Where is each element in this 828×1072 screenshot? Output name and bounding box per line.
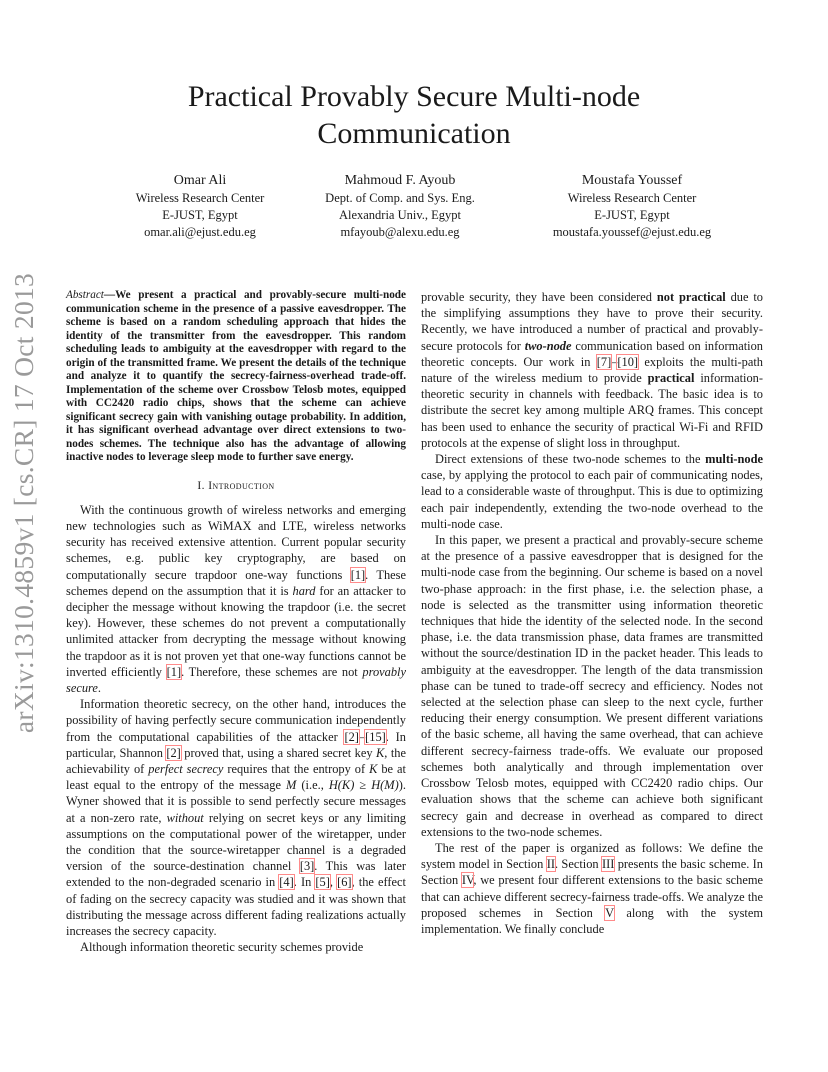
author-3 xyxy=(522,172,742,241)
text-run: information-theoretic security in channels with feedback. The basic idea is to distribute the secret key among multiple ARQ frames. This concept has been used to enhance the security of practical Wi-Fi and RFID protocols at the expense of slight loss in throughput. xyxy=(421,371,763,450)
intro-paragraph-1 xyxy=(66,502,406,696)
text-run: . xyxy=(97,680,101,695)
text-run: exploits the multi-path nature of the wireless medium to provide xyxy=(421,354,763,386)
citation-link[interactable]: [2] xyxy=(344,729,359,744)
text-run: . Section xyxy=(554,857,602,872)
left-column xyxy=(66,289,406,955)
author-1 xyxy=(100,172,300,241)
section-link[interactable]: V xyxy=(605,905,614,920)
author-name: Mahmoud F. Ayoub xyxy=(344,173,456,188)
section-heading xyxy=(66,478,406,494)
citation-link[interactable]: [2] xyxy=(166,745,181,760)
math-inequality: H(K) ≥ H(M) xyxy=(328,778,399,793)
text-run: With the continuous growth of wireless networks and emerging new technologies such as WiMAX and LTE, wireless networks security has received extensive attention. Current popular security schemes, e.g. public key cryptography, are based on computationally secure trapdoor one-way functions xyxy=(66,502,406,582)
citation-link[interactable]: [4] xyxy=(279,875,294,890)
text-run: . In particular, Shannon xyxy=(66,729,406,760)
citation-link[interactable]: [6] xyxy=(337,875,352,890)
text-run: , xyxy=(329,875,338,890)
author-email: omar.ali@ejust.edu.eg xyxy=(144,225,256,239)
author-email: moustafa.youssef@ejust.edu.eg xyxy=(552,225,712,239)
text-run: case, by applying the protocol to each pair of communicating nodes, lead to a considerable waste of throughput. This is due to optimizing each pair independently, extending the two-node overhead to the multi-node case. xyxy=(421,468,763,531)
text-run: Direct extensions of these two-node schemes to the xyxy=(435,452,706,467)
text-run: Information theoretic secrecy, on the other hand, introduces the possibility of having perfectly secure communication independently from the computational capabilities of the attacker xyxy=(66,697,406,744)
right-column xyxy=(421,289,763,937)
bold-emphasis: multi-node xyxy=(705,452,763,467)
text-run: , the effect of fading on the secrecy capacity was studied and it was shown that distributing the message across different fading realizations actually increases the secrecy capacity. xyxy=(66,875,406,938)
arxiv-sidebar-stamp xyxy=(2,268,46,738)
math-symbol: K xyxy=(369,761,378,776)
bold-italic-emphasis: two-node xyxy=(524,338,572,353)
author-name: Moustafa Youssef xyxy=(581,173,683,188)
text-run: . This was later extended to the non-degraded scenario in xyxy=(66,859,406,890)
paper-title xyxy=(0,78,828,152)
text-run: provable security, they have been considered xyxy=(421,290,657,304)
section-link[interactable]: II xyxy=(546,857,555,872)
text-run: presents the basic scheme. In Section xyxy=(421,857,763,888)
math-symbol: K xyxy=(376,745,385,760)
abstract xyxy=(66,289,406,465)
text-run: – xyxy=(358,729,366,744)
author-affiliation: Wireless Research Center xyxy=(567,191,697,205)
citation-link[interactable]: [3] xyxy=(299,859,315,874)
intro-paragraph-2 xyxy=(66,696,406,939)
citation-link[interactable]: [5] xyxy=(315,875,330,890)
citation-link[interactable]: [1] xyxy=(166,664,182,679)
text-run: communication based on information theoretic concepts. Our work in xyxy=(421,338,763,369)
text-run: requires that the entropy of xyxy=(223,761,370,776)
author-affiliation: Dept. of Comp. and Sys. Eng. xyxy=(325,191,475,205)
intro-paragraph-6 xyxy=(421,840,763,937)
bold-emphasis: practical xyxy=(647,371,695,386)
emphasis: without xyxy=(166,810,204,825)
author-affiliation: Wireless Research Center xyxy=(135,191,265,205)
author-email: mfayoub@alexu.edu.eg xyxy=(340,225,460,239)
section-number: I. xyxy=(197,479,205,492)
intro-paragraph-3: Although information theoretic security schemes provide xyxy=(80,940,364,955)
text-run: – xyxy=(611,354,618,369)
text-run: be at least equal to the entropy of the message xyxy=(66,761,406,793)
citation-link[interactable]: [15] xyxy=(365,729,386,744)
author-block xyxy=(0,172,828,242)
text-run: due to the simplifying assumptions they have to prove their security. Recently, we have introduced a number of practical and provably-secure protocols for xyxy=(421,290,763,353)
author-2 xyxy=(300,172,500,241)
intro-paragraph-5: In this paper, we present a practical and provably-secure scheme at the presence of a passive eavesdropper that is designed for the multi-node case from the beginning. Our scheme is based on a novel two-phase approach: in the first phase, i.e. the selection phase, a node is selected as the transmitter using information theoretic techniques that hide the identity of the selected node. In the second phase, i.e. the data transmission phase, data frames are transmitted without the source/destination ID in the packet header. This leads to ambiguity at the eavesdropper. The length of the data transmission phase can be tuned to trade-off secrecy and efficiency. Nodes not selected at the selection phase can sleep to the next cycle, further reducing their energy consumption. We present different variations of the basic scheme, all having the same overhead, that can achieve different secrecy-fairness trade-offs. We evaluate our proposed schemes both analytically and through implementation over Crossbow Telosb motes, equipped with CC2420 radio chips. Our evaluation shows that the scheme can achieve both significant secrecy gain and decrease in overhead as compared to direct extensions to the two-node schemes. xyxy=(421,533,763,839)
abstract-label: Abstract xyxy=(66,289,104,301)
text-run: along with the system implementation. We finally conclude xyxy=(421,905,763,936)
author-location: Alexandria Univ., Egypt xyxy=(338,208,462,222)
emphasis: hard xyxy=(292,583,316,598)
emphasis: perfect secrecy xyxy=(148,761,224,776)
text-run: The rest of the paper is organized as follows: We define the system model in Section xyxy=(421,840,763,872)
author-location: E-JUST, Egypt xyxy=(162,208,238,222)
text-run: for an attacker to decipher the message without knowing the trapdoor (i.e. the secret key). However, these schemes do not prevent a computationally unlimited attacker from decrypting the message without knowing the trapdoor as it is not proven yet that one-way functions cannot be inverted efficiently xyxy=(66,583,406,679)
title-line-1: Practical Provably Secure Multi-node xyxy=(187,80,641,113)
text-run: relying on secret keys or any limiting assumptions on the computational power of the wiretapper, under the condition that the source-wiretapper channel is a degraded version of the source-destination channel xyxy=(66,810,407,874)
section-link[interactable]: IV xyxy=(461,873,474,888)
intro-paragraph-3-continued xyxy=(421,289,763,451)
title-line-2: Communication xyxy=(317,117,511,150)
abstract-text: —We present a practical and provably-secure multi-node communication scheme in the presence of a passive eavesdropper. The scheme is based on a random scheduling approach that hides the identity of the transmitter from the eavesdropper. This random scheduling leads to ambiguity at the eavesdropper with regard to the origin of the transmitted frame. We present the details of the technique and analyze it to quantify the secrecy-fairness-overhead trade-off. Implementation of the scheme over Crossbow Telosb motes, equipped with CC2420 radio chips, shows that the scheme can achieve significant secrecy gain with vanishing outage probability. In addition, it has significant overhead advantage over direct extensions to two-nodes schemes. The technique also has the advantage of allowing inactive nodes to leverage sleep mode to further save energy. xyxy=(66,289,406,463)
section-title: Introduction xyxy=(208,479,275,492)
citation-link[interactable]: [1] xyxy=(350,567,366,582)
text-run: ). Wyner showed that it is possible to send perfectly secure messages at a non-zero rate, xyxy=(66,778,406,825)
text-run: . These schemes depend on the assumption that it is xyxy=(66,567,406,598)
emphasis: provably secure xyxy=(66,664,406,695)
text-run: proved that, using a shared secret key xyxy=(180,745,377,760)
arxiv-identifier: arXiv:1310.4859v1 [cs.CR] 17 Oct 2013 xyxy=(8,272,39,734)
citation-link[interactable]: [7] xyxy=(596,354,612,369)
text-run: , the achievability of xyxy=(66,745,406,776)
intro-paragraph-4 xyxy=(421,451,763,532)
citation-link[interactable]: [10] xyxy=(617,354,639,369)
bold-emphasis: not practical xyxy=(656,290,726,304)
math-symbol: M xyxy=(286,778,297,793)
text-run: (i.e., xyxy=(296,778,329,793)
section-link[interactable]: III xyxy=(601,857,615,872)
text-run: . In xyxy=(293,875,316,890)
author-name: Omar Ali xyxy=(173,173,227,188)
text-run: . Therefore, these schemes are not xyxy=(181,664,363,679)
author-location: E-JUST, Egypt xyxy=(594,208,670,222)
text-run: , we present four different extensions to the basic scheme that can achieve different secrecy-fairness trade-offs. We analyze the proposed schemes in Section xyxy=(421,873,763,920)
